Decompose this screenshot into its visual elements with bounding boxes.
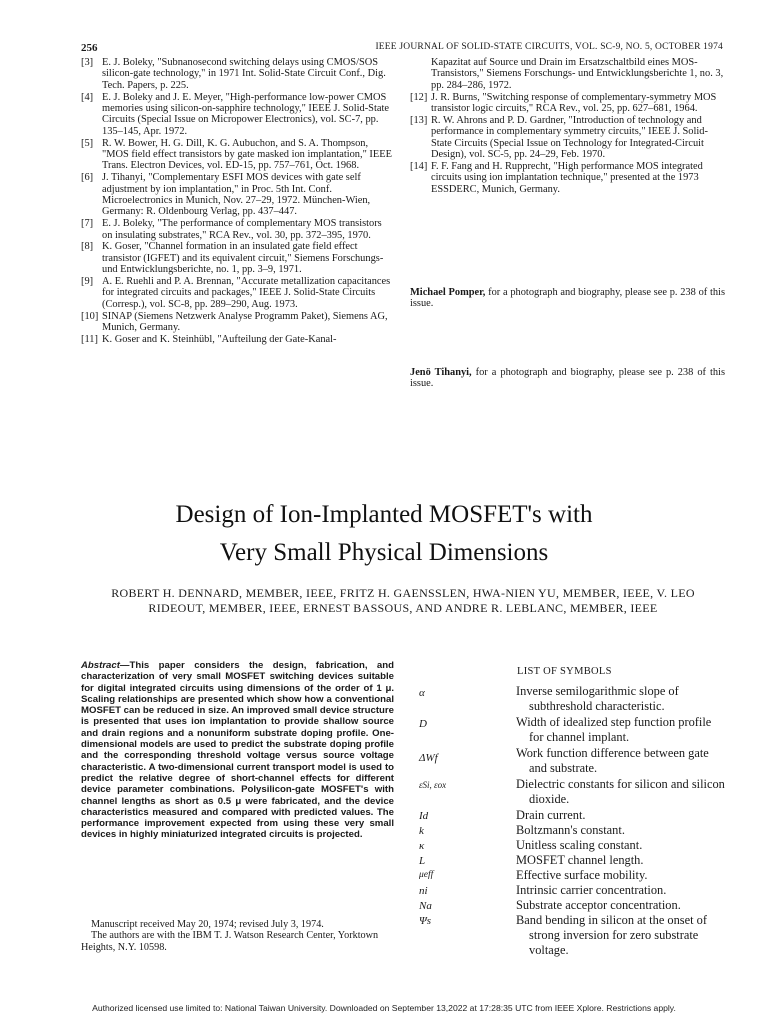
symbols-list-title: LIST OF SYMBOLS [517, 666, 612, 677]
symbol: Id [419, 810, 429, 822]
paper-authors: ROBERT H. DENNARD, MEMBER, IEEE, FRITZ H. GAENSSLEN, HWA-NIEN YU, MEMBER, IEEE, V. LEO RIDEOUT, MEMBER, IEEE, ERNEST BASSOUS, AND ANDRE R. LEBLANC, MEMBER, IEEE [111, 586, 695, 615]
symbol-definition: Work function difference between gate and substrate. [516, 746, 709, 776]
symbol-definition: Unitless scaling constant. [516, 838, 643, 852]
reference-item: [6] J. Tihanyi, "Complementary ESFI MOS devices with gate self adjustment by ion implantation," in Proc. 5th Int. Conf. Microelectronics in Munich, Nov. 27–29, 1972. München-Wien, Germany: R. Oldenbourg Verlag, pp. 437–447. [81, 172, 371, 218]
symbol: α [419, 687, 425, 699]
reference-item: Kapazitat auf Source und Drain im Ersatzschaltbild eines MOS-Transistors," Siemens Forschungs- und Entwicklungsberichte 1, no. 3, pp. 284–286, 1972. [431, 57, 724, 91]
reference-item: [13] R. W. Ahrons and P. D. Gardner, "Introduction of technology and performance in complementary symmetry circuits," IEEE J. Solid-State Circuits (Special Issue on Technology for Integrated-Circuit Design), vol. SC-5, pp. 24–29, Feb. 1970. [410, 114, 708, 161]
symbol-definition: Drain current. [516, 808, 586, 822]
reference-item: [4] E. J. Boleky and J. E. Meyer, "High-performance low-power CMOS memories using silicon-on-sapphire technology," IEEE J. Solid-State Circuits (Special Issue on Micropower Electronics), vol. SC-7, pp. 135–145, Apr. 1972. [81, 91, 389, 137]
reference-item: [11] K. Goser and K. Steinhübl, "Aufteilung der Gate-Kanal- [81, 333, 337, 345]
reference-item: [10] SINAP (Siemens Netzwerk Analyse Programm Paket), Siemens AG, Munich, Germany. [81, 310, 388, 334]
reference-item: [12] J. R. Burns, "Switching response of complementary-symmetry MOS transistor logic circuits," RCA Rev., vol. 25, pp. 627–681, 1964. [410, 91, 717, 115]
author-bio: Jenö Tihanyi, for a photograph and biography, please see p. 238 of this issue. [410, 367, 725, 390]
manuscript-note: Manuscript received May 20, 1974; revised July 3, 1974. The authors are with the IBM T. J. Watson Research Center, Yorktown Heights, N.Y. 10598. [81, 919, 379, 953]
symbol: D [419, 718, 427, 730]
symbol: εSi, εox [419, 780, 447, 790]
symbol-definition: Dielectric constants for silicon and silicon dioxide. [516, 777, 725, 807]
symbol-definition: Boltzmann's constant. [516, 823, 625, 837]
journal-header: IEEE JOURNAL OF SOLID-STATE CIRCUITS, VOL. SC-9, NO. 5, OCTOBER 1974 [375, 42, 723, 52]
symbol: κ [419, 840, 425, 852]
symbol-definition: Effective surface mobility. [516, 868, 648, 882]
reference-item: [8] K. Goser, "Channel formation in an insulated gate field effect transistor (IGFET) and its equivalent circuit," Siemens Forschungs- und Entwicklungsberichte, no. 1, pp. 3–9, 1971. [81, 241, 384, 276]
reference-item: [3] E. J. Boleky, "Subnanosecond switching delays using CMOS/SOS silicon-gate technology," in 1971 Int. Solid-State Circuit Conf., Dig. Tech. Papers, p. 225. [81, 57, 386, 91]
reference-item: [5] R. W. Bower, H. G. Dill, K. G. Aubuchon, and S. A. Thompson, "MOS field effect transistors by gate masked ion implantation," IEEE Trans. Electron Devices, vol. ED-15, pp. 757–761, Oct. 1968. [81, 137, 392, 172]
symbol-definition: MOSFET channel length. [516, 853, 644, 867]
symbol: Na [419, 900, 432, 912]
reference-item: [14] F. F. Fang and H. Rupprecht, "High performance MOS integrated circuits using ion implantation technique," presented at the 1973 ESSDERC, Munich, Germany. [410, 160, 703, 195]
symbol-definition: Band bending in silicon at the onset of strong inversion for zero substrate voltage. [516, 913, 707, 958]
symbol: ni [419, 885, 428, 897]
symbol-definition: Substrate acceptor concentration. [516, 898, 681, 912]
license-footer: Authorized licensed use limited to: National Taiwan University. Downloaded on September 13,2022 at 17:28:35 UTC from IEEE Xplore. Restrictions apply. [92, 1003, 676, 1013]
reference-item: [9] A. E. Ruehli and P. A. Brennan, "Accurate metallization capacitances for integrated circuits and packages," IEEE J. Solid-State Circuits (Corresp.), vol. SC-8, pp. 289–290, Aug. 1973. [81, 276, 391, 310]
symbol-definition: Inverse semilogarithmic slope of subthreshold characteristic. [516, 684, 679, 714]
author-bio: Michael Pomper, for a photograph and biography, please see p. 238 of this issue. [410, 287, 725, 310]
symbol-definition: Intrinsic carrier concentration. [516, 883, 667, 897]
references-right-column [410, 57, 725, 195]
abstract: Abstract—This paper considers the design, fabrication, and characterization of very small MOSFET switching devices suitable for digital integrated circuits using dimensions of the order of 1 μ. Scaling relationships are presented which show how a conventional MOSFET can be reduced in size. An improved small device structure is presented that uses ion implantation to provide shallow source and drain regions and a nonuniform substrate doping profile. One-dimensional models are used to predict the substrate doping profile and the corresponding threshold voltage versus source voltage characteristic. A two-dimensional current transport model is used to predict the relative degree of short-channel effects for different device parameter combinations. Polysilicon-gate MOSFET's with channel lengths as short as 0.5 μ were fabricated, and the device characteristics measured and compared with predicted values. The performance improvement expected from using these very small devices in highly miniaturized integrated circuits is projected. [81, 660, 394, 841]
reference-item: [7] E. J. Boleky, "The performance of complementary MOS transistors on insulating substrates," RCA Rev., vol. 30, pp. 372–395, 1970. [81, 218, 382, 241]
symbol: Ψs [419, 915, 432, 927]
symbol: ΔWf [419, 752, 438, 764]
symbol-definition: Width of idealized step function profile for channel implant. [516, 715, 712, 745]
symbol: k [419, 825, 424, 837]
paper-title: Design of Ion-Implanted MOSFET's with Very Small Physical Dimensions [175, 501, 593, 566]
symbol: μeff [419, 870, 434, 880]
page-number: 256 [81, 42, 98, 54]
symbol: L [419, 855, 426, 867]
references-left-column [81, 57, 393, 346]
